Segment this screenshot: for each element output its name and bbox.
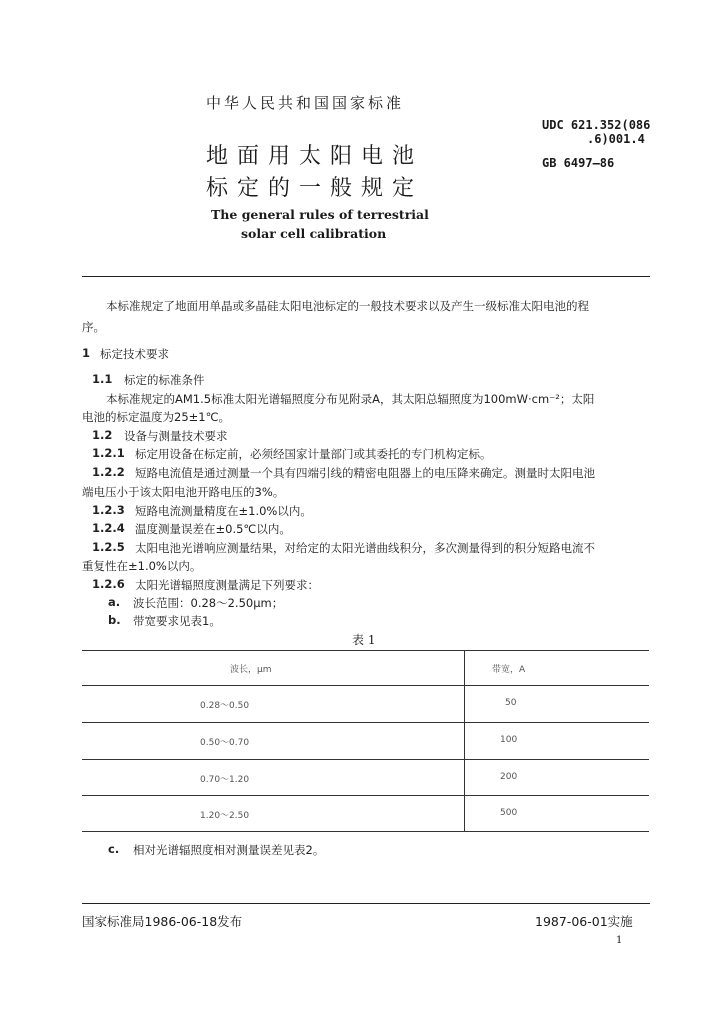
table-top-rule [82, 650, 649, 651]
table-row-rule [82, 722, 649, 723]
effective-date: 1987-06-01实施 [535, 914, 633, 929]
table-row-rule [82, 759, 649, 760]
section-1-1-text-line2: 电池的标定温度为25±1℃。 [82, 410, 230, 424]
gb-number: GB 6497—86 [542, 156, 615, 170]
table-cell-wavelength: 1.20～2.50 [200, 811, 250, 821]
section-1-1-number: 1.1 [92, 372, 113, 386]
table-header-rule [82, 685, 649, 686]
section-1-2-6-number: 1.2.6 [92, 577, 125, 591]
section-1-2-5-number: 1.2.5 [92, 540, 125, 554]
section-1-2-5-text: 太阳电池光谱响应测量结果，对给定的太阳光谱曲线积分，多次测量得到的积分短路电流不 [135, 541, 595, 555]
table-header-bandwidth: 带宽，A [492, 665, 526, 675]
table-1-caption: 表 1 [352, 633, 376, 647]
table-cell-wavelength: 0.28～0.50 [200, 701, 250, 711]
item-c-text: 相对光谱辐照度相对测量误差见表2。 [133, 843, 325, 857]
section-1-2-3-text: 短路电流测量精度在±1.0%以内。 [135, 504, 312, 518]
section-1-title: 标定技术要求 [100, 347, 169, 361]
item-a-text: 波长范围：0.28～2.50μm； [133, 596, 284, 610]
table-cell-bandwidth: 100 [500, 735, 518, 745]
section-1-2-2-text-line2: 端电压小于该太阳电池开路电压的3%。 [82, 485, 285, 499]
table-row-rule [82, 795, 649, 796]
section-1-number: 1 [82, 346, 91, 360]
table-cell-bandwidth: 500 [500, 808, 518, 818]
udc-code-line2: .6)001.4 [587, 132, 645, 146]
section-1-2-2-number: 1.2.2 [92, 465, 125, 479]
section-1-2-6-text: 太阳光谱辐照度测量满足下列要求： [135, 578, 319, 592]
section-1-2-2-text: 短路电流值是通过测量一个具有四端引线的精密电阻器上的电压降来确定。测量时太阳电池 [135, 466, 595, 480]
title-cn-line2: 标定的一般规定 [206, 176, 424, 201]
table-cell-wavelength: 0.50～0.70 [200, 738, 250, 748]
footer-divider [82, 903, 650, 904]
table-header-wavelength: 波长，μm [230, 665, 272, 675]
intro-line1: 本标准规定了地面用单晶或多晶硅太阳电池标定的一般技术要求以及产生一级标准太阳电池的程 [106, 299, 589, 313]
item-a-label: a. [108, 595, 121, 609]
title-cn-line1: 地面用太阳电池 [206, 144, 424, 169]
udc-code-line1: UDC 621.352(086 [542, 118, 651, 132]
item-b-label: b. [108, 613, 121, 627]
section-1-2-4-number: 1.2.4 [92, 521, 125, 535]
item-c-label: c. [108, 842, 120, 856]
section-1-2-title: 设备与测量技术要求 [124, 429, 228, 443]
table-bottom-rule [82, 831, 649, 832]
page-number: 1 [616, 935, 623, 946]
issuing-country-standard: 中华人民共和国国家标准 [206, 94, 405, 112]
section-1-2-1-number: 1.2.1 [92, 446, 125, 460]
section-1-2-4-text: 温度测量误差在±0.5℃以内。 [135, 522, 291, 536]
table-column-divider [464, 650, 465, 832]
section-1-1-text-line1: 本标准规定的AM1.5标准太阳光谱辐照度分布见附录A，其太阳总辐照度为100mW·cm⁻²；太阳 [106, 392, 595, 406]
title-en-line1: The general rules of terrestrial [211, 207, 429, 222]
table-cell-bandwidth: 200 [500, 772, 518, 782]
header-divider [82, 276, 650, 277]
table-cell-bandwidth: 50 [505, 698, 517, 708]
table-1 [82, 650, 649, 832]
title-en-line2: solar cell calibration [241, 226, 387, 241]
section-1-1-title: 标定的标准条件 [124, 373, 205, 387]
intro-line2: 序。 [82, 320, 105, 334]
section-1-2-1-text: 标定用设备在标定前，必须经国家计量部门或其委托的专门机构定标。 [135, 447, 492, 461]
section-1-2-number: 1.2 [92, 428, 113, 442]
table-cell-wavelength: 0.70～1.20 [200, 775, 250, 785]
item-b-text: 带宽要求见表1。 [133, 614, 221, 628]
section-1-2-5-text-line2: 重复性在±1.0%以内。 [82, 559, 202, 573]
issue-date: 国家标准局1986-06-18发布 [82, 914, 243, 929]
section-1-2-3-number: 1.2.3 [92, 503, 125, 517]
